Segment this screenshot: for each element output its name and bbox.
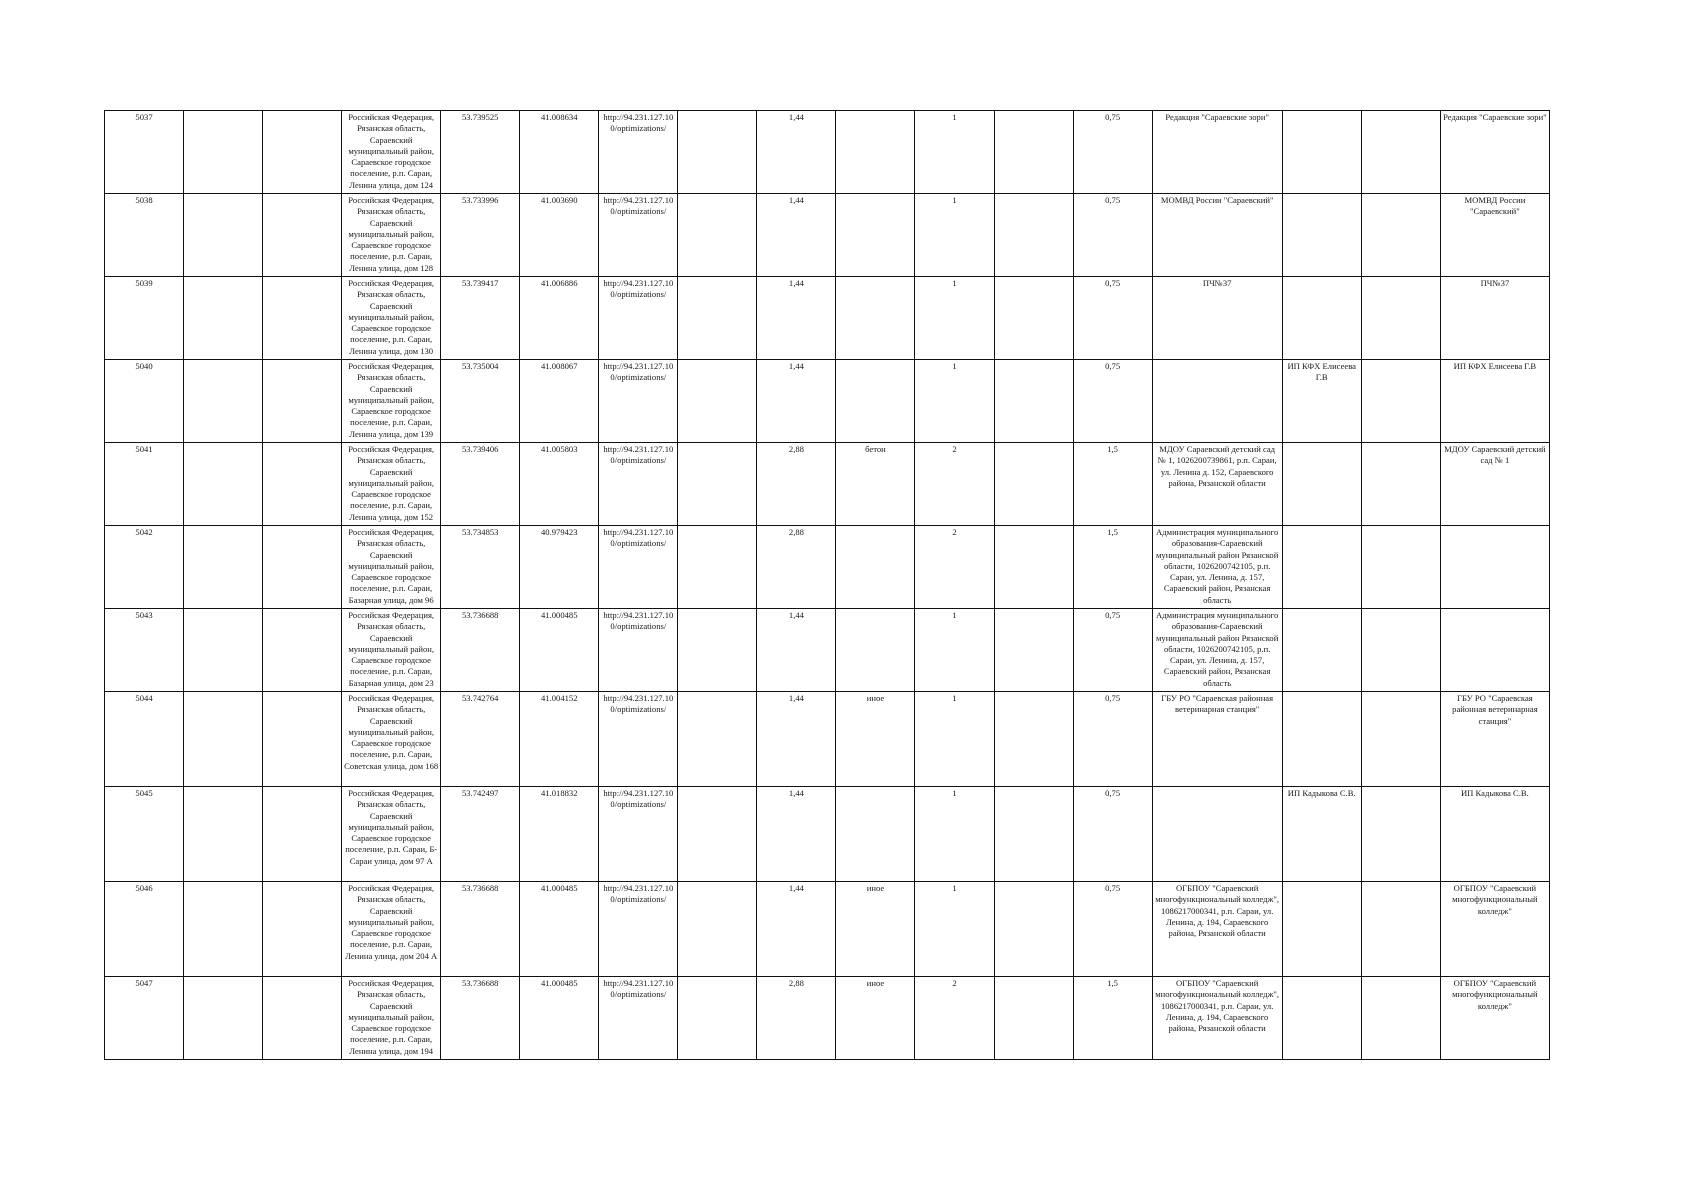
empty-cell bbox=[263, 787, 342, 882]
area-cell: 1,44 bbox=[757, 787, 836, 882]
empty-cell bbox=[994, 277, 1073, 360]
volume-cell: 0,75 bbox=[1073, 787, 1152, 882]
latitude-cell: 53.736688 bbox=[441, 882, 520, 977]
table-row bbox=[105, 360, 1550, 443]
empty-cell bbox=[263, 882, 342, 977]
owner-cell: Администрация муниципального образования-Сараевский муниципальный район Рязанской области, 1026200742105, р.п. Сараи, ул. Ленина, д. 157, Сараевский район, Рязанская область bbox=[1152, 609, 1282, 692]
latitude-cell: 53.736688 bbox=[441, 977, 520, 1060]
longitude-cell: 41.006886 bbox=[520, 277, 599, 360]
empty-cell bbox=[263, 443, 342, 526]
source-cell: ГБУ РО "Сараевская районная ветеринарная станция" bbox=[1440, 692, 1549, 787]
latitude-cell: 53.734853 bbox=[441, 526, 520, 609]
area-cell: 1,44 bbox=[757, 882, 836, 977]
area-cell: 2,88 bbox=[757, 526, 836, 609]
empty-cell bbox=[184, 194, 263, 277]
source-cell bbox=[1440, 609, 1549, 692]
address-cell: Российская Федерация, Рязанская область, Сараевский муниципальный район, Сараевское городское поселение, р.п. Сараи, Ленина улица, дом 204 А bbox=[342, 882, 441, 977]
ip-cell bbox=[1282, 526, 1361, 609]
empty-cell bbox=[1361, 977, 1440, 1060]
volume-cell: 1,5 bbox=[1073, 977, 1152, 1060]
latitude-cell: 53.735004 bbox=[441, 360, 520, 443]
ip-cell bbox=[1282, 443, 1361, 526]
count-cell: 1 bbox=[915, 692, 994, 787]
count-cell: 2 bbox=[915, 977, 994, 1060]
empty-cell bbox=[263, 194, 342, 277]
ip-cell bbox=[1282, 977, 1361, 1060]
material-cell: иное bbox=[836, 692, 915, 787]
empty-cell bbox=[678, 977, 757, 1060]
empty-cell bbox=[994, 692, 1073, 787]
owner-cell: МДОУ Сараевский детский сад № 1, 1026200739861, р.п. Сараи, ул. Ленина д. 152, Сараевского района, Рязанской области bbox=[1152, 443, 1282, 526]
source-cell: МОМВД России "Сараевский" bbox=[1440, 194, 1549, 277]
area-cell: 2,88 bbox=[757, 443, 836, 526]
row-id: 5039 bbox=[105, 277, 184, 360]
latitude-cell: 53.742497 bbox=[441, 787, 520, 882]
longitude-cell: 40.979423 bbox=[520, 526, 599, 609]
material-cell bbox=[836, 609, 915, 692]
volume-cell: 0,75 bbox=[1073, 277, 1152, 360]
row-id: 5044 bbox=[105, 692, 184, 787]
url-cell: http://94.231.127.100/optimizations/ bbox=[599, 443, 678, 526]
volume-cell: 0,75 bbox=[1073, 882, 1152, 977]
ip-cell bbox=[1282, 111, 1361, 194]
empty-cell bbox=[1361, 360, 1440, 443]
url-cell: http://94.231.127.100/optimizations/ bbox=[599, 277, 678, 360]
registry-table bbox=[104, 110, 1550, 1060]
owner-cell: МОМВД России "Сараевский" bbox=[1152, 194, 1282, 277]
empty-cell bbox=[678, 443, 757, 526]
owner-cell bbox=[1152, 360, 1282, 443]
empty-cell bbox=[263, 277, 342, 360]
latitude-cell: 53.733996 bbox=[441, 194, 520, 277]
address-cell: Российская Федерация, Рязанская область, Сараевский муниципальный район, Сараевское городское поселение, р.п. Сараи, Ленина улица, дом 139 bbox=[342, 360, 441, 443]
ip-cell bbox=[1282, 882, 1361, 977]
table-row bbox=[105, 692, 1550, 787]
source-cell: МДОУ Сараевский детский сад № 1 bbox=[1440, 443, 1549, 526]
empty-cell bbox=[184, 277, 263, 360]
empty-cell bbox=[994, 882, 1073, 977]
empty-cell bbox=[184, 526, 263, 609]
material-cell bbox=[836, 787, 915, 882]
material-cell bbox=[836, 111, 915, 194]
count-cell: 2 bbox=[915, 443, 994, 526]
address-cell: Российская Федерация, Рязанская область, Сараевский муниципальный район, Сараевское городское поселение, р.п. Сараи, Ленина улица, дом 152 bbox=[342, 443, 441, 526]
volume-cell: 0,75 bbox=[1073, 194, 1152, 277]
area-cell: 2,88 bbox=[757, 977, 836, 1060]
volume-cell: 0,75 bbox=[1073, 609, 1152, 692]
count-cell: 1 bbox=[915, 787, 994, 882]
table-row bbox=[105, 787, 1550, 882]
empty-cell bbox=[678, 360, 757, 443]
address-cell: Российская Федерация, Рязанская область, Сараевский муниципальный район, Сараевское городское поселение, р.п. Сараи, Б-Сараи улица, дом 97 А bbox=[342, 787, 441, 882]
empty-cell bbox=[184, 692, 263, 787]
ip-cell bbox=[1282, 277, 1361, 360]
empty-cell bbox=[1361, 526, 1440, 609]
area-cell: 1,44 bbox=[757, 692, 836, 787]
empty-cell bbox=[1361, 111, 1440, 194]
latitude-cell: 53.739417 bbox=[441, 277, 520, 360]
ip-cell: ИП КФХ Елисеева Г.В bbox=[1282, 360, 1361, 443]
empty-cell bbox=[263, 692, 342, 787]
area-cell: 1,44 bbox=[757, 277, 836, 360]
empty-cell bbox=[1361, 787, 1440, 882]
volume-cell: 0,75 bbox=[1073, 111, 1152, 194]
row-id: 5042 bbox=[105, 526, 184, 609]
source-cell bbox=[1440, 526, 1549, 609]
count-cell: 1 bbox=[915, 609, 994, 692]
empty-cell bbox=[1361, 609, 1440, 692]
empty-cell bbox=[184, 787, 263, 882]
table-row bbox=[105, 443, 1550, 526]
area-cell: 1,44 bbox=[757, 360, 836, 443]
empty-cell bbox=[678, 194, 757, 277]
material-cell: бетон bbox=[836, 443, 915, 526]
empty-cell bbox=[184, 360, 263, 443]
empty-cell bbox=[994, 787, 1073, 882]
url-cell: http://94.231.127.100/optimizations/ bbox=[599, 360, 678, 443]
row-id: 5038 bbox=[105, 194, 184, 277]
source-cell: ОГБПОУ "Сараевский многофункциональный колледж" bbox=[1440, 977, 1549, 1060]
count-cell: 2 bbox=[915, 526, 994, 609]
empty-cell bbox=[1361, 277, 1440, 360]
empty-cell bbox=[184, 111, 263, 194]
count-cell: 1 bbox=[915, 360, 994, 443]
material-cell bbox=[836, 194, 915, 277]
empty-cell bbox=[263, 977, 342, 1060]
empty-cell bbox=[184, 609, 263, 692]
material-cell bbox=[836, 360, 915, 443]
table-row bbox=[105, 609, 1550, 692]
longitude-cell: 41.004152 bbox=[520, 692, 599, 787]
address-cell: Российская Федерация, Рязанская область, Сараевский муниципальный район, Сараевское городское поселение, р.п. Сараи, Ленина улица, дом 130 bbox=[342, 277, 441, 360]
empty-cell bbox=[263, 526, 342, 609]
longitude-cell: 41.000485 bbox=[520, 609, 599, 692]
url-cell: http://94.231.127.100/optimizations/ bbox=[599, 111, 678, 194]
source-cell: ПЧ№37 bbox=[1440, 277, 1549, 360]
longitude-cell: 41.008067 bbox=[520, 360, 599, 443]
empty-cell bbox=[994, 360, 1073, 443]
material-cell bbox=[836, 526, 915, 609]
ip-cell bbox=[1282, 609, 1361, 692]
row-id: 5043 bbox=[105, 609, 184, 692]
empty-cell bbox=[994, 977, 1073, 1060]
empty-cell bbox=[678, 111, 757, 194]
longitude-cell: 41.018832 bbox=[520, 787, 599, 882]
area-cell: 1,44 bbox=[757, 111, 836, 194]
url-cell: http://94.231.127.100/optimizations/ bbox=[599, 194, 678, 277]
count-cell: 1 bbox=[915, 277, 994, 360]
empty-cell bbox=[184, 977, 263, 1060]
empty-cell bbox=[994, 526, 1073, 609]
count-cell: 1 bbox=[915, 194, 994, 277]
url-cell: http://94.231.127.100/optimizations/ bbox=[599, 692, 678, 787]
table-row bbox=[105, 526, 1550, 609]
volume-cell: 1,5 bbox=[1073, 526, 1152, 609]
table-row bbox=[105, 194, 1550, 277]
url-cell: http://94.231.127.100/optimizations/ bbox=[599, 526, 678, 609]
area-cell: 1,44 bbox=[757, 194, 836, 277]
address-cell: Российская Федерация, Рязанская область, Сараевский муниципальный район, Сараевское городское поселение, р.п. Сараи, Советская улица, дом 168 bbox=[342, 692, 441, 787]
count-cell: 1 bbox=[915, 111, 994, 194]
ip-cell bbox=[1282, 692, 1361, 787]
table-row bbox=[105, 882, 1550, 977]
empty-cell bbox=[994, 609, 1073, 692]
row-id: 5047 bbox=[105, 977, 184, 1060]
longitude-cell: 41.000485 bbox=[520, 882, 599, 977]
empty-cell bbox=[678, 277, 757, 360]
row-id: 5041 bbox=[105, 443, 184, 526]
url-cell: http://94.231.127.100/optimizations/ bbox=[599, 977, 678, 1060]
url-cell: http://94.231.127.100/optimizations/ bbox=[599, 882, 678, 977]
volume-cell: 0,75 bbox=[1073, 360, 1152, 443]
url-cell: http://94.231.127.100/optimizations/ bbox=[599, 787, 678, 882]
address-cell: Российская Федерация, Рязанская область, Сараевский муниципальный район, Сараевское городское поселение, р.п. Сараи, Базарная улица, дом 23 bbox=[342, 609, 441, 692]
empty-cell bbox=[678, 787, 757, 882]
latitude-cell: 53.736688 bbox=[441, 609, 520, 692]
material-cell: иное bbox=[836, 882, 915, 977]
empty-cell bbox=[263, 111, 342, 194]
empty-cell bbox=[1361, 194, 1440, 277]
latitude-cell: 53.739525 bbox=[441, 111, 520, 194]
row-id: 5046 bbox=[105, 882, 184, 977]
ip-cell bbox=[1282, 194, 1361, 277]
owner-cell bbox=[1152, 787, 1282, 882]
empty-cell bbox=[678, 609, 757, 692]
row-id: 5040 bbox=[105, 360, 184, 443]
table-row bbox=[105, 977, 1550, 1060]
area-cell: 1,44 bbox=[757, 609, 836, 692]
owner-cell: Администрация муниципального образования-Сараевский муниципальный район Рязанской области, 1026200742105, р.п. Сараи, ул. Ленина, д. 157, Сараевский район, Рязанская область bbox=[1152, 526, 1282, 609]
table-row bbox=[105, 111, 1550, 194]
empty-cell bbox=[1361, 443, 1440, 526]
address-cell: Российская Федерация, Рязанская область, Сараевский муниципальный район, Сараевское городское поселение, р.п. Сараи, Базарная улица, дом 96 bbox=[342, 526, 441, 609]
latitude-cell: 53.739406 bbox=[441, 443, 520, 526]
empty-cell bbox=[184, 443, 263, 526]
row-id: 5037 bbox=[105, 111, 184, 194]
address-cell: Российская Федерация, Рязанская область, Сараевский муниципальный район, Сараевское городское поселение, р.п. Сараи, Ленина улица, дом 128 bbox=[342, 194, 441, 277]
owner-cell: ГБУ РО "Сараевская районная ветеринарная станция" bbox=[1152, 692, 1282, 787]
address-cell: Российская Федерация, Рязанская область, Сараевский муниципальный район, Сараевское городское поселение, р.п. Сараи, Ленина улица, дом 124 bbox=[342, 111, 441, 194]
empty-cell bbox=[994, 111, 1073, 194]
empty-cell bbox=[678, 526, 757, 609]
longitude-cell: 41.003690 bbox=[520, 194, 599, 277]
owner-cell: Редакция "Сараевские зори" bbox=[1152, 111, 1282, 194]
owner-cell: ПЧ№37 bbox=[1152, 277, 1282, 360]
empty-cell bbox=[994, 443, 1073, 526]
address-cell: Российская Федерация, Рязанская область, Сараевский муниципальный район, Сараевское городское поселение, р.п. Сараи, Ленина улица, дом 194 bbox=[342, 977, 441, 1060]
longitude-cell: 41.005803 bbox=[520, 443, 599, 526]
source-cell: ИП КФХ Елисеева Г.В bbox=[1440, 360, 1549, 443]
table-row bbox=[105, 277, 1550, 360]
empty-cell bbox=[263, 609, 342, 692]
empty-cell bbox=[994, 194, 1073, 277]
source-cell: ИП Кадыкова С.В. bbox=[1440, 787, 1549, 882]
latitude-cell: 53.742764 bbox=[441, 692, 520, 787]
empty-cell bbox=[1361, 692, 1440, 787]
source-cell: ОГБПОУ "Сараевский многофункциональный колледж" bbox=[1440, 882, 1549, 977]
empty-cell bbox=[184, 882, 263, 977]
url-cell: http://94.231.127.100/optimizations/ bbox=[599, 609, 678, 692]
volume-cell: 1,5 bbox=[1073, 443, 1152, 526]
volume-cell: 0,75 bbox=[1073, 692, 1152, 787]
empty-cell bbox=[678, 692, 757, 787]
longitude-cell: 41.008634 bbox=[520, 111, 599, 194]
empty-cell bbox=[678, 882, 757, 977]
material-cell bbox=[836, 277, 915, 360]
owner-cell: ОГБПОУ "Сараевский многофункциональный колледж", 1086217000341, р.п. Сараи, ул. Ленина, д. 194, Сараевского района, Рязанской области bbox=[1152, 977, 1282, 1060]
registry-body bbox=[105, 111, 1550, 1060]
row-id: 5045 bbox=[105, 787, 184, 882]
empty-cell bbox=[1361, 882, 1440, 977]
source-cell: Редакция "Сараевские зори" bbox=[1440, 111, 1549, 194]
material-cell: иное bbox=[836, 977, 915, 1060]
owner-cell: ОГБПОУ "Сараевский многофункциональный колледж", 1086217000341, р.п. Сараи, ул. Ленина, д. 194, Сараевского района, Рязанской области bbox=[1152, 882, 1282, 977]
ip-cell: ИП Кадыкова С.В. bbox=[1282, 787, 1361, 882]
count-cell: 1 bbox=[915, 882, 994, 977]
longitude-cell: 41.000485 bbox=[520, 977, 599, 1060]
empty-cell bbox=[263, 360, 342, 443]
